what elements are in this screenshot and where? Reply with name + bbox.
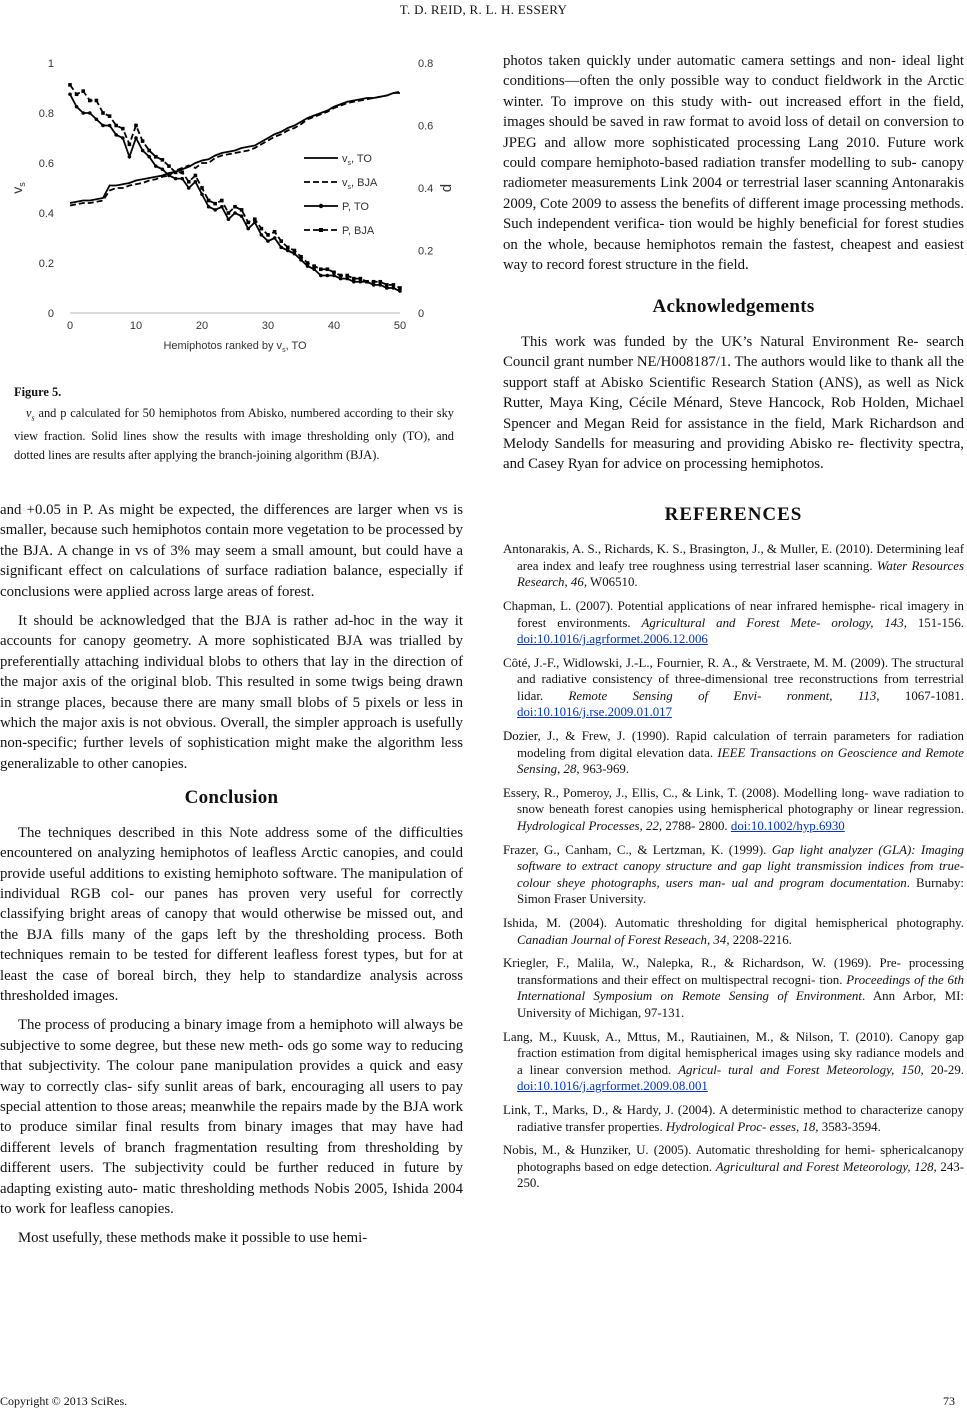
y-right-tick-label: 0.8 bbox=[418, 58, 434, 70]
right-column bbox=[503, 51, 964, 1199]
data-point bbox=[398, 289, 402, 293]
data-point bbox=[385, 283, 389, 287]
data-point bbox=[227, 211, 231, 215]
data-point bbox=[75, 92, 79, 96]
data-point bbox=[372, 280, 376, 284]
data-point bbox=[299, 255, 303, 259]
legend-label: P, BJA bbox=[342, 225, 375, 237]
reference-authors: Dozier, J., & Frew, J. (1990). Rapid calculation of terrain parameters for radiation modeling from digital elevation data. bbox=[503, 729, 964, 760]
data-point bbox=[339, 277, 343, 281]
reference-pages: 963-969. bbox=[579, 762, 630, 777]
data-point bbox=[385, 286, 389, 290]
y-right-axis-label: p bbox=[439, 183, 456, 193]
data-point bbox=[365, 280, 369, 284]
data-point bbox=[134, 136, 138, 140]
data-point bbox=[286, 249, 290, 253]
data-point bbox=[233, 205, 237, 209]
y-right-tick-label: 0.6 bbox=[418, 120, 434, 133]
data-point bbox=[240, 214, 244, 218]
data-point bbox=[293, 249, 297, 253]
data-point bbox=[332, 274, 336, 278]
data-point bbox=[220, 199, 224, 203]
y-left-tick-label: 0.2 bbox=[38, 258, 54, 270]
y-right-tick-label: 0.4 bbox=[418, 183, 434, 195]
data-point bbox=[194, 174, 198, 178]
data-point bbox=[141, 149, 145, 153]
reference-doi-link[interactable]: doi:10.1016/j.rse.2009.01.017 bbox=[517, 705, 673, 720]
reference-doi-link[interactable]: doi:10.1002/hyp.6930 bbox=[730, 819, 845, 834]
data-point bbox=[114, 133, 118, 137]
data-point bbox=[378, 283, 382, 287]
paragraph: and +0.05 in P. As might be expected, the differences are larger when vs is smaller, because such hemiphotos contain more vegetation to be processed by the BJA. A change in vs of 3% may seem a small amount, but could have a significant effect on calculations of surface radiation balance, especially if conclusions were applied across large areas of forest. bbox=[0, 502, 463, 600]
y-left-tick-label: 0.8 bbox=[38, 108, 54, 120]
caption-symbol-v: v bbox=[26, 406, 32, 420]
reference-journal: Water Resources Research, 46, bbox=[517, 558, 964, 590]
caption-symbol-sub: s bbox=[31, 413, 35, 423]
figure-caption bbox=[14, 383, 454, 465]
reference-journal: Agricultural and Forest Mete- orology, 143, bbox=[641, 615, 907, 630]
data-point bbox=[68, 83, 72, 87]
y-left-axis-label: $v_s$ bbox=[9, 182, 27, 194]
data-point bbox=[167, 174, 171, 178]
data-point bbox=[128, 142, 132, 146]
x-axis-label: Hemiphotos ranked by $v_s$, TO bbox=[163, 340, 307, 354]
data-point bbox=[279, 246, 283, 250]
reference-pages: 20-29. bbox=[923, 1062, 964, 1077]
reference-journal: Proceedings of the 6th International Symposium on Remote Sensing of Environment bbox=[517, 972, 964, 1004]
paragraph: This work was funded by the UK’s Natural Environment Re- search Council grant number NE/H008187/1. The authors would like to thank all the support staff at Abisko Scientific Research Station (ANS), as well as Nick Rutter, Maya King, Cécile Ménard, Steve Hancock, Rob Holden, Michael Spencer and Megan Reid for assistance in the field, Mark Richardson and Melody Sandells for measuring and providing Abisko re- flectivity spectra, and Casey Ryan for advice on processing hemiphotos. bbox=[503, 333, 964, 473]
reference-pages: 2788- 2800. bbox=[662, 819, 731, 834]
reference-authors: Nobis, M., & Hunziker, U. (2005). Automatic thresholding for hemi- sphericalcanopy photographs based on edge detection. bbox=[503, 1143, 964, 1174]
data-point bbox=[326, 267, 330, 271]
reference-authors: Chapman, L. (2007). Potential applications of near infrared hemisphe- rical imagery in forest environments. bbox=[503, 598, 964, 630]
data-point bbox=[332, 271, 336, 275]
data-point bbox=[68, 92, 72, 96]
data-point bbox=[180, 177, 184, 181]
y-right-tick-label: 0.2 bbox=[418, 245, 434, 258]
data-point bbox=[167, 164, 171, 168]
page-number: 73 bbox=[943, 1394, 955, 1408]
reference-pages: . Ann Arbor, MI: University of Michigan, 97-131. bbox=[517, 989, 964, 1020]
data-point bbox=[114, 124, 118, 128]
data-point bbox=[154, 164, 158, 168]
data-point bbox=[128, 155, 132, 159]
data-point bbox=[286, 246, 290, 250]
data-point bbox=[200, 192, 204, 196]
data-point bbox=[81, 111, 85, 115]
x-tick-label: 20 bbox=[195, 320, 209, 332]
data-point bbox=[174, 177, 178, 181]
data-point bbox=[312, 267, 316, 271]
legend-label: $v_s$, BJA bbox=[342, 177, 378, 191]
data-point bbox=[352, 280, 356, 284]
data-point bbox=[101, 111, 105, 115]
reference-item bbox=[503, 1142, 964, 1192]
data-point bbox=[352, 277, 356, 281]
data-point bbox=[75, 105, 79, 109]
data-point bbox=[279, 239, 283, 243]
copyright: Copyright © 2013 SciRes. bbox=[0, 1394, 128, 1408]
data-point bbox=[213, 208, 217, 212]
data-point bbox=[108, 124, 112, 128]
data-point bbox=[121, 136, 125, 140]
reference-journal: IEEE Transactions on Geoscience and Remote Sensing, 28, bbox=[517, 745, 964, 777]
y-left-tick-label: 1 bbox=[47, 58, 54, 70]
data-point bbox=[246, 227, 250, 231]
data-point bbox=[187, 186, 191, 190]
data-point bbox=[147, 149, 151, 153]
legend-label: P, TO bbox=[342, 201, 369, 213]
data-point bbox=[141, 139, 145, 143]
data-point bbox=[345, 277, 349, 281]
series-line bbox=[70, 94, 400, 291]
reference-pages: 3583-3594. bbox=[818, 1119, 881, 1134]
reference-item bbox=[503, 842, 964, 908]
data-point bbox=[95, 99, 99, 103]
reference-pages: W06510. bbox=[587, 575, 638, 590]
reference-journal: Hydrological Proc- esses, 18, bbox=[665, 1119, 819, 1134]
data-point bbox=[187, 180, 191, 184]
reference-pages: 2208-2216. bbox=[729, 932, 792, 947]
reference-authors: Kriegler, F., Malila, W., Nalepka, R., & Richardson, W. (1969). Pre- processing transformations and their effect on multispectral recogni- tion. bbox=[503, 956, 964, 987]
data-point bbox=[220, 205, 224, 209]
data-point bbox=[312, 264, 316, 268]
data-point bbox=[306, 261, 310, 265]
data-point bbox=[161, 167, 165, 171]
data-point bbox=[207, 205, 211, 209]
conclusion-heading: Conclusion bbox=[184, 787, 279, 809]
data-point bbox=[260, 233, 264, 237]
data-point bbox=[266, 239, 270, 243]
paragraph: photos taken quickly under automatic camera settings and non- ideal light conditions—often the only possible way to conduct fieldwork in the Arctic winter. To improve on this study with- out increased effort in the field, images should be saved in raw format to avoid loss of detail on conversion to JPEG and allow more sophisticated processing Lang 2010. Future work could compare hemiphoto-based radiation transfer modelling to sub- canopy radiometer measurements Link 2004 or terrestrial laser scanning Antonarakis 2009, Cote 2009 to assess the benefits of different image processing methods. Such independent verifica- tion would be highly beneficial for forest studies on the whole, because hemiphotos remain the fastest, cheapest and easiest way to record forest structure in the field. bbox=[503, 53, 964, 274]
data-point bbox=[398, 286, 402, 290]
data-point bbox=[266, 233, 270, 237]
reference-authors: Lang, M., Kuusk, A., Mttus, M., Rautiainen, M., & Nilson, T. (2010). Canopy gap fraction estimation from digital hemispherical images using sky radiance models and a linear conversion method. bbox=[503, 1029, 964, 1077]
reference-journal: Hydrological Processes, 22, bbox=[517, 819, 663, 834]
data-point bbox=[253, 217, 257, 221]
paragraph: The techniques described in this Note address some of the difficulties encountered on analyzing hemiphotos of leafless Arctic canopies, and could provide useful additions to existing hemiphoto software. The manipulation of individual RGB col- our panes has proven very useful for correctly classifying bright areas of canopy that would otherwise be missed out, and the BJA fills many of the gaps left by the thresholding process. Both techniques remain to be tested for different leafless forest types, but for at least the case of boreal birch, they help to standardize analysis across thresholded images. bbox=[0, 824, 463, 1004]
reference-item bbox=[503, 655, 964, 721]
y-left-tick-label: 0.6 bbox=[38, 158, 54, 170]
reference-item bbox=[503, 915, 964, 948]
data-point bbox=[227, 217, 231, 221]
reference-item bbox=[503, 541, 964, 591]
reference-doi-link[interactable]: doi:10.1016/j.agrformet.2009.08.001 bbox=[517, 1079, 708, 1094]
reference-pages: 1067-1081. bbox=[879, 688, 964, 703]
left-column bbox=[0, 500, 463, 1258]
data-point bbox=[345, 274, 349, 278]
data-point bbox=[174, 171, 178, 175]
reference-authors: Côté, J.-F., Widlowski, J.-L., Fournier, R. A., & Verstraete, M. M. (2009). The structural and radiative consistency of three-dimensional tree reconstructions from terrestrial lidar. bbox=[503, 655, 964, 703]
reference-item bbox=[503, 785, 964, 835]
data-point bbox=[161, 158, 165, 162]
data-point bbox=[246, 221, 250, 225]
data-point bbox=[273, 236, 277, 240]
reference-item bbox=[503, 955, 964, 1021]
data-point bbox=[194, 180, 198, 184]
reference-item bbox=[503, 1102, 964, 1135]
legend-marker bbox=[319, 204, 323, 208]
reference-item bbox=[503, 728, 964, 778]
y-right-tick-label: 0 bbox=[418, 308, 425, 320]
reference-list bbox=[503, 541, 964, 1192]
y-left-tick-label: 0.4 bbox=[38, 208, 54, 220]
data-point bbox=[273, 230, 277, 234]
data-point bbox=[378, 280, 382, 284]
data-point bbox=[240, 208, 244, 212]
references-heading: REFERENCES bbox=[664, 503, 803, 525]
data-point bbox=[392, 283, 396, 287]
running-header: T. D. REID, R. L. H. ESSERY bbox=[399, 2, 568, 17]
figure-5-chart bbox=[8, 50, 468, 370]
data-point bbox=[88, 99, 92, 103]
reference-authors: Link, T., Marks, D., & Hardy, J. (2004). A deterministic method to characterize canopy radiative transfer properties. bbox=[503, 1102, 964, 1134]
data-point bbox=[392, 286, 396, 290]
reference-item bbox=[503, 1029, 964, 1095]
x-tick-label: 40 bbox=[327, 320, 341, 332]
data-point bbox=[134, 124, 138, 128]
data-point bbox=[81, 89, 85, 93]
data-point bbox=[359, 280, 363, 284]
reference-authors: Essery, R., Pomeroy, J., Ellis, C., & Link, T. (2008). Modelling long- wave radiation to snow beneath forest canopies using hemispherical photography or linear regression. bbox=[503, 785, 964, 817]
data-point bbox=[260, 227, 264, 231]
reference-journal: Gap light analyzer (GLA): Imaging software to extract canopy structure and gap light transmission indices from true-colour sheye photographs, users man- ual and program documentation bbox=[517, 842, 964, 890]
data-point bbox=[154, 155, 158, 159]
legend-marker bbox=[319, 228, 323, 232]
data-point bbox=[372, 283, 376, 287]
data-point bbox=[180, 171, 184, 175]
reference-journal: Agricultural and Forest Meteorology, 128, bbox=[715, 1159, 937, 1174]
reference-pages: 151-156. bbox=[906, 615, 965, 630]
reference-item bbox=[503, 598, 964, 648]
reference-authors: Frazer, G., Canham, C., & Lertzman, K. (1999). bbox=[503, 842, 772, 857]
data-point bbox=[147, 155, 151, 159]
reference-journal: Agricul- tural and Forest Meteorology, 150, bbox=[678, 1062, 924, 1077]
data-point bbox=[359, 277, 363, 281]
caption-text: and p calculated for 50 hemiphotos from Abisko, numbered according to their sky view fraction. Solid lines show the results with image thresholding only (TO), and dotted lines are results after applying the branch-joining algorithm (BJA). bbox=[14, 406, 454, 463]
data-point bbox=[95, 117, 99, 121]
x-tick-label: 30 bbox=[261, 320, 275, 332]
data-point bbox=[339, 274, 343, 278]
reference-journal: Canadian Journal of Forest Reseach, 34, bbox=[517, 932, 730, 947]
figure-label: Figure 5. bbox=[14, 385, 62, 399]
paragraph: Most usefully, these methods make it possible to use hemi- bbox=[18, 1230, 368, 1247]
data-point bbox=[319, 274, 323, 278]
reference-pages: 243-250. bbox=[517, 1159, 964, 1191]
y-left-tick-label: 0 bbox=[47, 308, 54, 320]
data-point bbox=[101, 124, 105, 128]
data-point bbox=[207, 199, 211, 203]
data-point bbox=[306, 264, 310, 268]
reference-authors: Antonarakis, A. S., Richards, K. S., Brasington, J., & Muller, E. (2010). Determining leaf area index and leafy tree roughness using terrestrial laser scanning. bbox=[503, 542, 964, 573]
data-point bbox=[88, 111, 92, 115]
x-tick-label: 50 bbox=[393, 320, 407, 332]
reference-doi-link[interactable]: doi:10.1016/j.agrformet.2006.12.006 bbox=[517, 632, 708, 647]
paragraph: The process of producing a binary image from a hemiphoto will always be subjective to some degree, but these new meth- ods go some way to reducing that subjectivity. The colour pane manipulation provides a quick and easy way to correctly clas- sify sunlit areas of bark, encouraging all users to pay special attention to those areas; meanwhile the repairs made by the BJA work to produce similar final results from binary images that may have had different levels of branch fragmentation resulting from thresholding by different users. The subjectivity could be further reduced in future by adapting existing auto- matic thresholding methods Nobis 2005, Ishida 2004 to work for leafless canopies. bbox=[0, 1017, 463, 1217]
reference-authors: Ishida, M. (2004). Automatic thresholding for digital hemispherical photography. bbox=[503, 916, 964, 930]
data-point bbox=[326, 274, 330, 278]
legend-label: $v_s$, TO bbox=[342, 153, 372, 167]
reference-pages: . Burnaby: Simon Fraser University. bbox=[517, 875, 965, 907]
x-tick-label: 0 bbox=[66, 320, 74, 332]
data-point bbox=[108, 114, 112, 118]
x-tick-label: 10 bbox=[129, 320, 143, 332]
data-point bbox=[121, 127, 125, 131]
data-point bbox=[233, 211, 237, 215]
data-point bbox=[213, 202, 217, 206]
paragraph: It should be acknowledged that the BJA is rather ad-hoc in the way it accounts for canopy geometry. A more sophisticated BJA was trialled by preferentially attaching individual blobs to others that lay in the direction of the major axis of the original blob. This resulted in some twigs being drawn in strange places, because there are many small blobs of 5 pixels or less in which the major axis is not obvious. Overall, the simpler approach is usefully non-specific; further levels of sophistication might make the algorithm less generalizable to other canopies. bbox=[0, 613, 463, 772]
acknowledgements-heading: Acknowledgements bbox=[652, 296, 815, 318]
data-point bbox=[319, 267, 323, 271]
data-point bbox=[200, 186, 204, 190]
reference-journal: Remote Sensing of Envi- ronment, 113, bbox=[568, 688, 880, 703]
